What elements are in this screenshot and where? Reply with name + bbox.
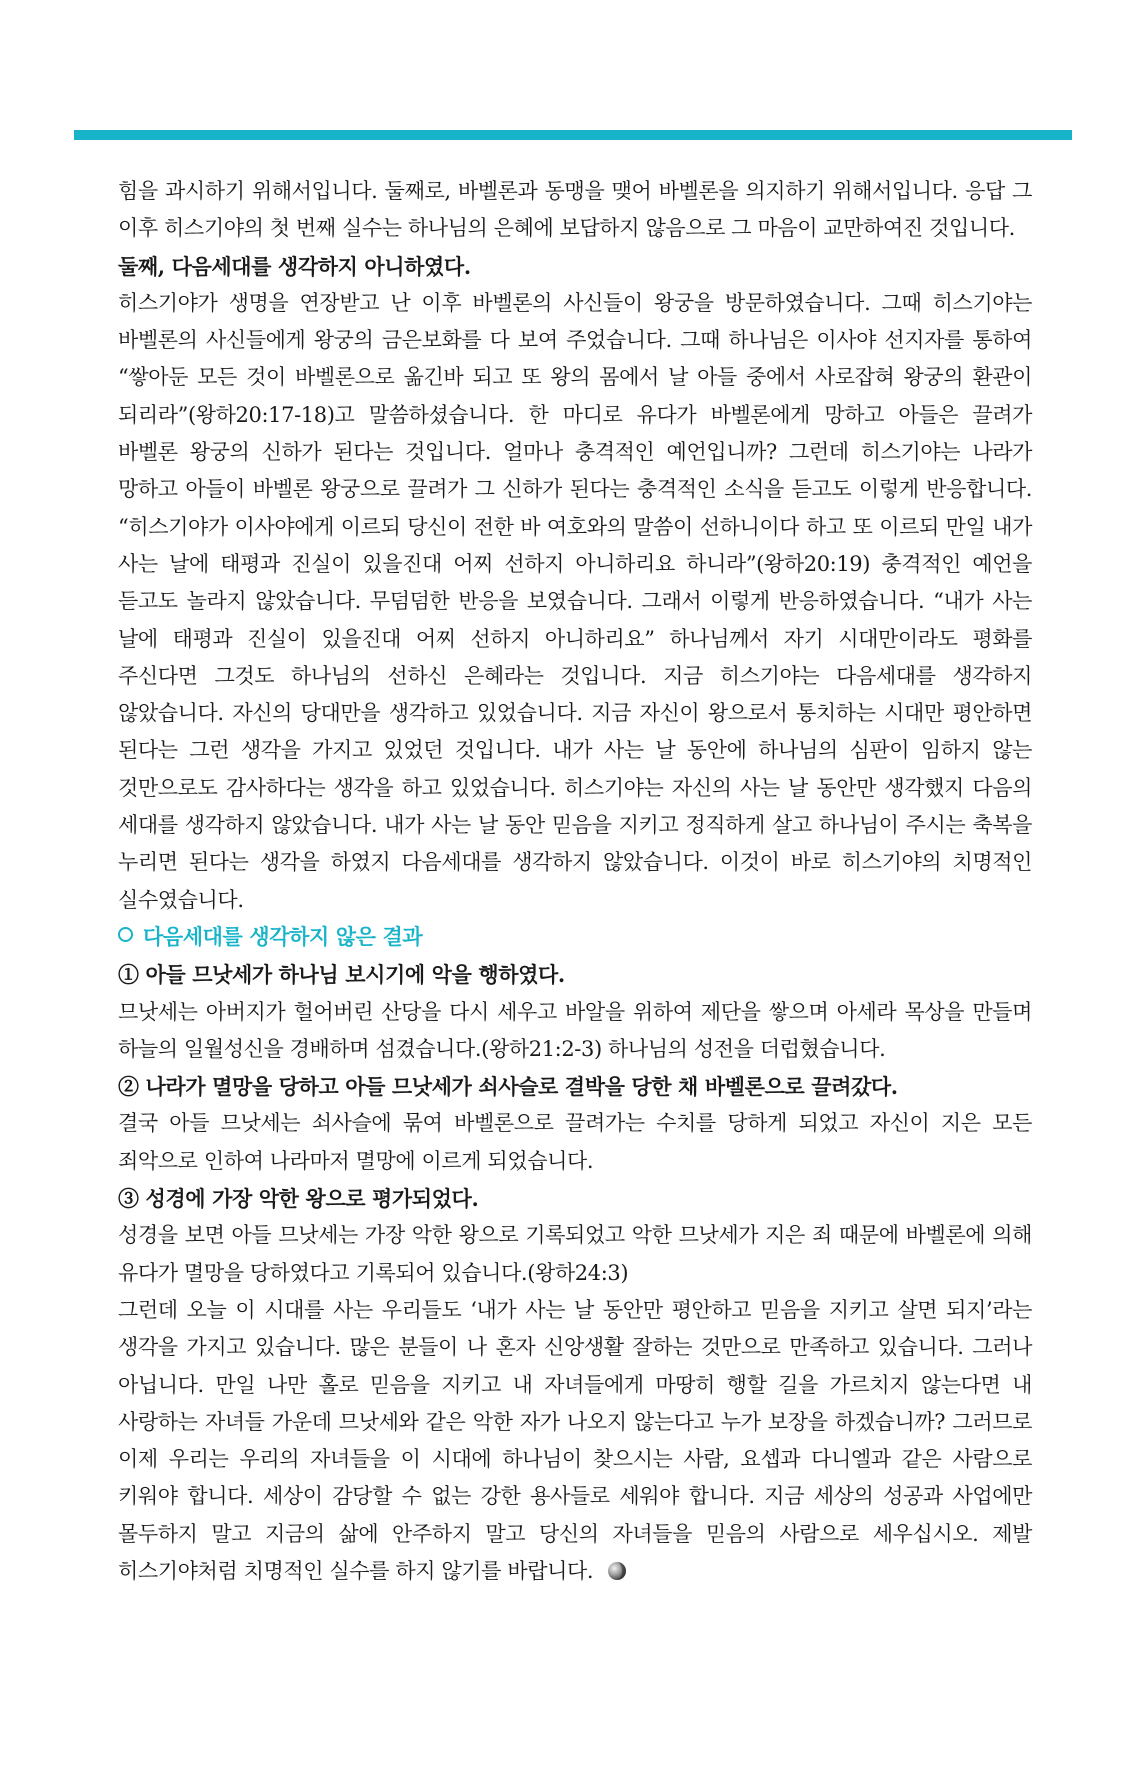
section-title-text: 다음세대를 생각하지 않은 결과	[143, 924, 423, 949]
sub-heading-3: ③ 성경에 가장 악한 왕으로 평가되었다.	[118, 1186, 479, 1212]
header-rule	[74, 130, 1072, 140]
heading-second-point: 둘째, 다음세대를 생각하지 아니하였다.	[118, 253, 471, 279]
body-paragraph-1: 힘을 과시하기 위해서입니다. 둘째로, 바벨론과 동맹을 맺어 바벨론을 의지하기 위해서입니다. 응답 그 이후 히스기야의 첫 번째 실수는 하나님의 은혜에 보답하지 않음으로 그 마음이 교만하여진 것입니다.	[118, 179, 1032, 241]
document-body	[118, 173, 1032, 1590]
body-paragraph-3: 므낫세는 아버지가 헐어버린 산당을 다시 세우고 바알을 위하여 제단을 쌓으며 아세라 목상을 만들며 하늘의 일월성신을 경배하며 섬겼습니다.(왕하21:2-3) 하나님의 성전을 더럽혔습니다.	[118, 999, 1032, 1061]
hollow-circle-icon	[118, 927, 133, 942]
body-paragraph-5: 성경을 보면 아들 므낫세는 가장 악한 왕으로 기록되었고 악한 므낫세가 지은 죄 때문에 바벨론에 의해 유다가 멸망을 당하였다고 기록되어 있습니다.(왕하24:3)	[118, 1223, 1032, 1285]
closing-text: 그런데 오늘 이 시대를 사는 우리들도 ‘내가 사는 날 동안만 평안하고 믿음을 지키고 살면 되지’라는 생각을 가지고 있습니다. 많은 분들이 나 혼자 신앙생활 잘하는 것만으로 만족하고 있습니다. 그러나 아닙니다. 만일 나만 홀로 믿음을 지키고 내 자녀들에게 마땅히 행할 길을 가르치지 않는다면 내 사랑하는 자녀들 가운데 므낫세와 같은 악한 자가 나오지 않는다고 누가 보장을 하겠습니까? 그러므로 이제 우리는 우리의 자녀들을 이 시대에 하나님이 찾으시는 사람, 요셉과 다니엘과 같은 사람으로 키워야 합니다. 세상이 감당할 수 없는 강한 용사들로 세워야 합니다. 지금 세상의 성공과 사업에만 몰두하지 말고 지금의 삶에 안주하지 말고 당신의 자녀들을 믿음의 사람으로 세우십시오. 제발 히스기야처럼 치명적인 실수를 하지 않기를 바랍니다.	[118, 1297, 1033, 1583]
body-paragraph-4: 결국 아들 므낫세는 쇠사슬에 묶여 바벨론으로 끌려가는 수치를 당하게 되었고 자신이 지은 모든 죄악으로 인하여 나라마저 멸망에 이르게 되었습니다.	[118, 1111, 1032, 1173]
body-paragraph-6	[118, 1292, 1032, 1590]
sub-heading-2: ② 나라가 멸망을 당하고 아들 므낫세가 쇠사슬로 결박을 당한 채 바벨론으로 끌려갔다.	[118, 1074, 898, 1100]
globe-end-icon	[607, 1556, 627, 1576]
sub-heading-1: ① 아들 므낫세가 하나님 보시기에 악을 행하였다.	[118, 962, 565, 988]
section-title-result	[118, 919, 1032, 956]
body-paragraph-2: 히스기야가 생명을 연장받고 난 이후 바벨론의 사신들이 왕궁을 방문하였습니다. 그때 히스기야는 바벨론의 사신들에게 왕궁의 금은보화를 다 보여 주었습니다. 그때 하나님은 이사야 선지자를 통하여 “쌓아둔 모든 것이 바벨론으로 옮긴바 되고 또 왕의 몸에서 날 아들 중에서 사로잡혀 왕궁의 환관이 되리라”(왕하20:17-18)고 말씀하셨습니다. 한 마디로 유다가 바벨론에게 망하고 아들은 끌려가 바벨론 왕궁의 신하가 된다는 것입니다. 얼마나 충격적인 예언입니까? 그런데 히스기야는 나라가 망하고 아들이 바벨론 왕궁으로 끌려가 그 신하가 된다는 충격적인 소식을 듣고도 이렇게 반응합니다. “히스기야가 이사야에게 이르되 당신이 전한 바 여호와의 말씀이 선하니이다 하고 또 이르되 만일 내가 사는 날에 태평과 진실이 있을진대 어찌 선하지 아니하리요 하니라”(왕하20:19) 충격적인 예언을 듣고도 놀라지 않았습니다. 무덤덤한 반응을 보였습니다. 그래서 이렇게 반응하였습니다. “내가 사는 날에 태평과 진실이 있을진대 어찌 선하지 아니하리요” 하나님께서 자기 시대만이라도 평화를 주신다면 그것도 하나님의 선하신 은혜라는 것입니다. 지금 히스기야는 다음세대를 생각하지 않았습니다. 자신의 당대만을 생각하고 있었습니다. 지금 자신이 왕으로서 통치하는 시대만 평안하면 된다는 그런 생각을 가지고 있었던 것입니다. 내가 사는 날 동안에 하나님의 심판이 임하지 않는 것만으로도 감사하다는 생각을 하고 있었습니다. 히스기야는 자신의 사는 날 동안만 생각했지 다음의 세대를 생각하지 않았습니다. 내가 사는 날 동안 믿음을 지키고 정직하게 살고 하나님이 주시는 축복을 누리면 된다는 생각을 하였지 다음세대를 생각하지 않았습니다. 이것이 바로 히스기야의 치명적인 실수였습니다.	[118, 290, 1032, 912]
